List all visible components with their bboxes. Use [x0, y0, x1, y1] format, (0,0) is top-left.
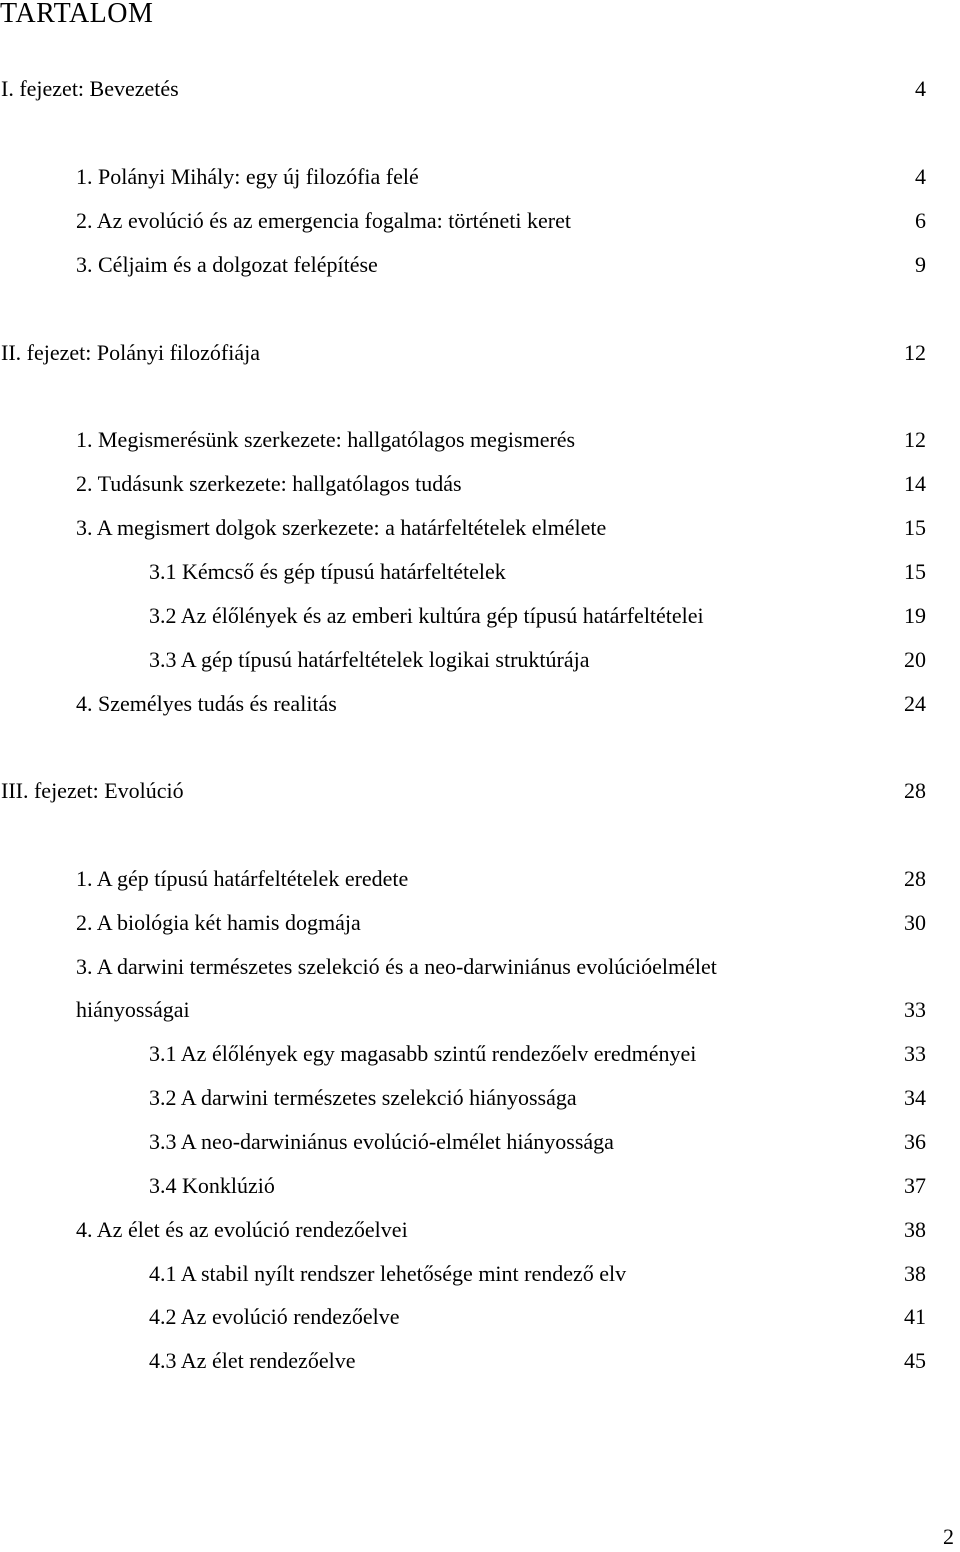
toc-entry-label: 3.4 Konklúzió: [149, 1173, 275, 1198]
toc-entry-page: 4: [915, 164, 926, 189]
toc-entry-label: 4.2 Az evolúció rendezőelve: [149, 1304, 400, 1329]
toc-entry-label: 1. Megismerésünk szerkezete: hallgatólagos megismerés: [76, 427, 576, 452]
toc-subsection-3-3-2[interactable]: [0, 1083, 926, 1113]
toc-section-2-4[interactable]: [0, 689, 926, 719]
toc-entry-label: 3. A megismert dolgok szerkezete: a határfeltételek elmélete: [76, 515, 607, 540]
toc-entry-label: 3.1 Kémcső és gép típusú határfeltételek: [149, 559, 506, 584]
toc-entry-label: 3. A darwini természetes szelekció és a neo-darwiniánus evolúcióelmélet: [76, 954, 717, 979]
toc-chapter-2[interactable]: [0, 338, 926, 368]
toc-entry-page: 19: [904, 603, 926, 628]
toc-entry-page: 38: [904, 1261, 926, 1286]
toc-entry-page: 28: [904, 778, 926, 803]
toc-section-3-2[interactable]: [0, 908, 926, 938]
toc-chapter-3[interactable]: [0, 776, 926, 806]
page-number: 2: [943, 1524, 954, 1549]
toc-entry-page: 15: [904, 559, 926, 584]
toc-entry-label: II. fejezet: Polányi filozófiája: [1, 340, 260, 365]
toc-entry-label: 3.3 A neo-darwiniánus evolúció-elmélet hiányossága: [149, 1129, 614, 1154]
toc-entry-page: 6: [915, 208, 926, 233]
toc-entry-label: 2. A biológia két hamis dogmája: [76, 910, 361, 935]
toc-entry-label: I. fejezet: Bevezetés: [1, 76, 179, 101]
toc-entry-page: 30: [904, 910, 926, 935]
toc-chapter-1[interactable]: [0, 74, 926, 104]
toc-entry-label: 3.1 Az élőlények egy magasabb szintű rendezőelv eredményei: [149, 1041, 697, 1066]
toc-section-1-2[interactable]: [0, 206, 926, 236]
toc-entry-page: 24: [904, 691, 926, 716]
toc-section-2-1[interactable]: [0, 425, 926, 455]
toc-entry-page: 20: [904, 647, 926, 672]
toc-entry-page: 28: [904, 866, 926, 891]
toc-section-3-3[interactable]: [0, 952, 926, 982]
toc-entry-page: 36: [904, 1129, 926, 1154]
toc-entry-label: 3.3 A gép típusú határfeltételek logikai struktúrája: [149, 647, 590, 672]
toc-section-3-4[interactable]: [0, 1215, 926, 1245]
toc-section-2-3[interactable]: [0, 513, 926, 543]
toc-entry-label: 4. Az élet és az evolúció rendezőelvei: [76, 1217, 408, 1242]
toc-entry-page: 12: [904, 340, 926, 365]
toc-subsection-2-3-3[interactable]: [0, 645, 926, 675]
toc-entry-label: 3. Céljaim és a dolgozat felépítése: [76, 252, 378, 277]
toc-subsection-3-3-4[interactable]: [0, 1171, 926, 1201]
toc-entry-label: 1. Polányi Mihály: egy új filozófia felé: [76, 164, 419, 189]
toc-entry-page: 37: [904, 1173, 926, 1198]
toc-entry-page: 33: [904, 1041, 926, 1066]
toc-entry-page: 4: [915, 76, 926, 101]
toc-section-3-3-continued[interactable]: [0, 995, 926, 1025]
toc-entry-label: 3.2 Az élőlények és az emberi kultúra gép típusú határfeltételei: [149, 603, 704, 628]
toc-subsection-2-3-2[interactable]: [0, 601, 926, 631]
toc-entry-page: 15: [904, 515, 926, 540]
toc-entry-label: 4.3 Az élet rendezőelve: [149, 1348, 356, 1373]
toc-entry-page: 38: [904, 1217, 926, 1242]
toc-subsection-3-3-1[interactable]: [0, 1039, 926, 1069]
page-title: TARTALOM: [0, 0, 154, 29]
toc-entry-page: 33: [904, 997, 926, 1022]
toc-entry-label: 1. A gép típusú határfeltételek eredete: [76, 866, 409, 891]
toc-subsection-3-4-3[interactable]: [0, 1346, 926, 1376]
toc-section-1-3[interactable]: [0, 250, 926, 280]
toc-subsection-2-3-1[interactable]: [0, 557, 926, 587]
toc-section-3-1[interactable]: [0, 864, 926, 894]
toc-subsection-3-4-2[interactable]: [0, 1302, 926, 1332]
toc-section-2-2[interactable]: [0, 469, 926, 499]
toc-entry-label: 2. Az evolúció és az emergencia fogalma: történeti keret: [76, 208, 571, 233]
toc-entry-page: 9: [915, 252, 926, 277]
toc-entry-label: 2. Tudásunk szerkezete: hallgatólagos tudás: [76, 471, 462, 496]
toc-entry-page: 45: [904, 1348, 926, 1373]
toc-entry-label: hiányosságai: [76, 997, 190, 1022]
toc-entry-page: 41: [904, 1304, 926, 1329]
toc-entry-label: 3.2 A darwini természetes szelekció hiányossága: [149, 1085, 577, 1110]
toc-entry-page: 34: [904, 1085, 926, 1110]
toc-entry-label: 4.1 A stabil nyílt rendszer lehetősége mint rendező elv: [149, 1261, 627, 1286]
toc-section-1-1[interactable]: [0, 162, 926, 192]
toc-subsection-3-3-3[interactable]: [0, 1127, 926, 1157]
toc-entry-page: 12: [904, 427, 926, 452]
toc-subsection-3-4-1[interactable]: [0, 1259, 926, 1289]
toc-entry-label: 4. Személyes tudás és realitás: [76, 691, 337, 716]
toc-entry-page: 14: [904, 471, 926, 496]
toc-entry-label: III. fejezet: Evolúció: [1, 778, 184, 803]
